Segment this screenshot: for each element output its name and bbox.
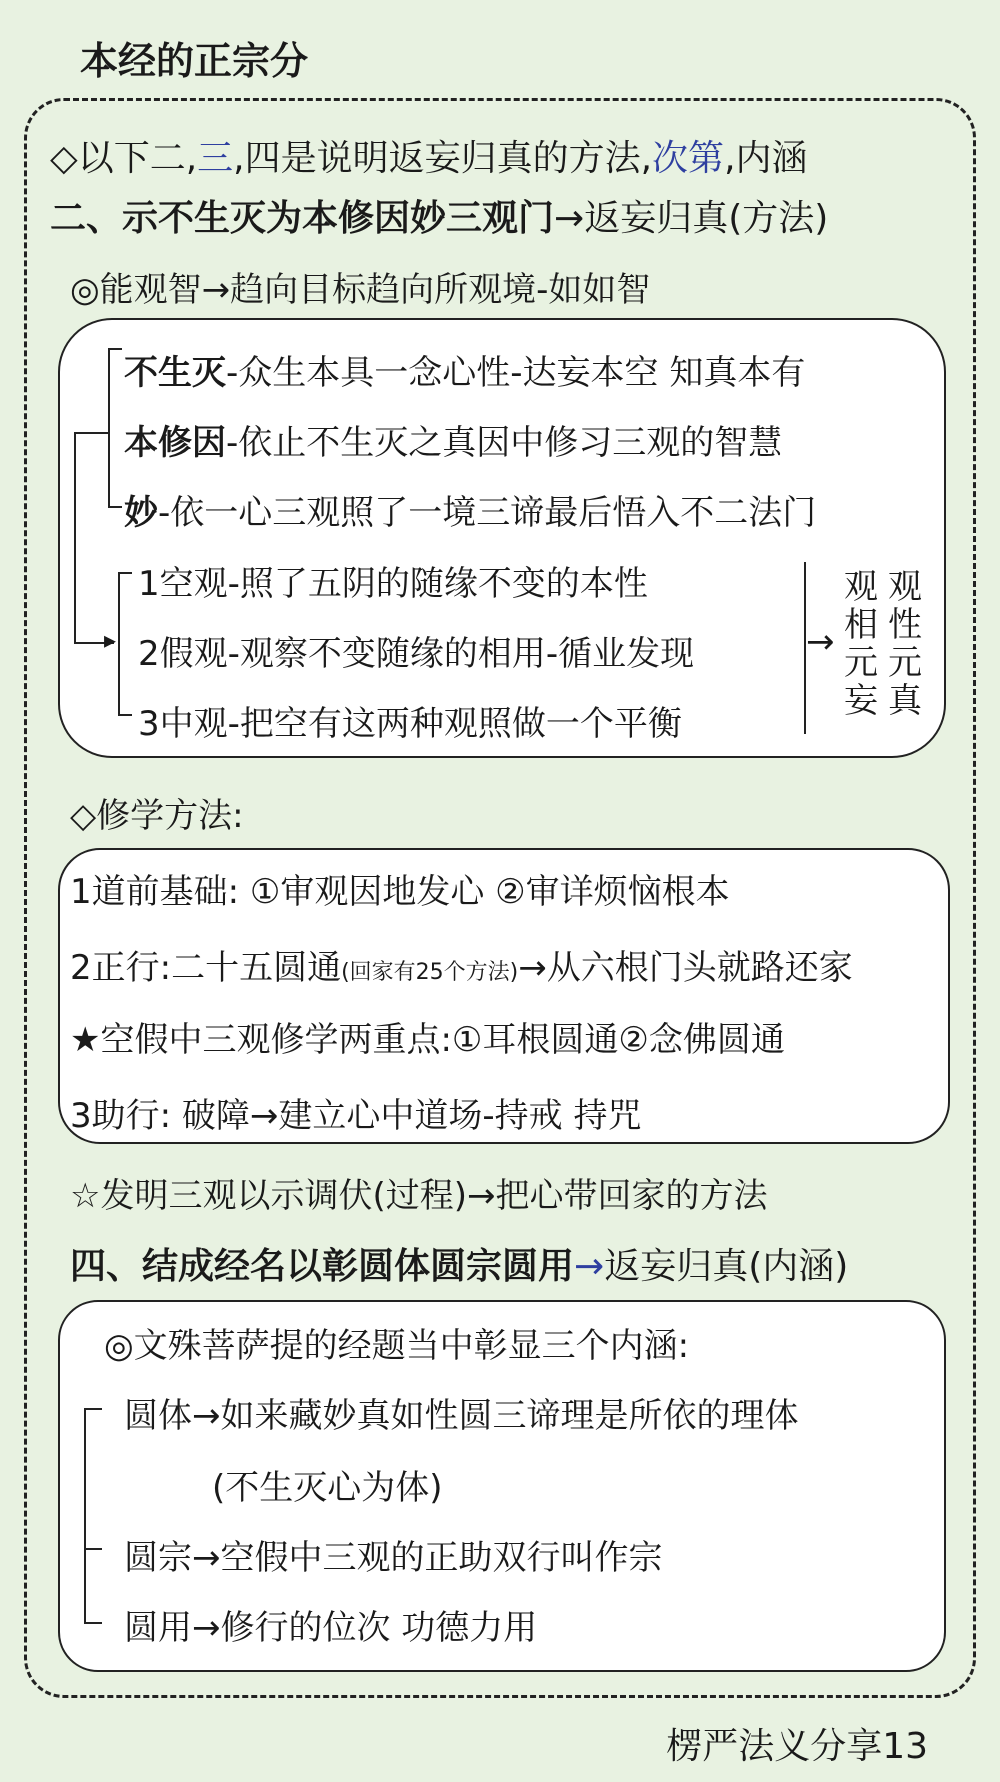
section2-heading: 二、示不生灭为本修因妙三观门→返妄归真(方法): [50, 198, 829, 239]
view-empty: 1空观-照了五阴的随缘不变的本性: [138, 564, 648, 604]
round-function: 圆用→修行的位次 功德力用: [124, 1608, 538, 1648]
method-line-1: 1道前基础: ①审观因地发心 ②审详烦恼根本: [70, 872, 730, 912]
col-right: 观性元真: [888, 567, 922, 721]
arrow-icon: →: [554, 198, 585, 239]
method-line-4: 3助行: 破障→建立心中道场-持戒 持咒: [70, 1096, 642, 1136]
view-provisional: 2假观-观察不变随缘的相用-循业发现: [138, 634, 695, 674]
intro-line: ◇以下二,三,四是说明返妄归真的方法,次第,内涵: [50, 138, 808, 179]
box3-intro: ◎文殊菩萨提的经题当中彰显三个内涵:: [104, 1326, 690, 1366]
round-principle: 圆宗→空假中三观的正助双行叫作宗: [124, 1538, 663, 1578]
process-line: ☆发明三观以示调伏(过程)→把心带回家的方法: [70, 1176, 768, 1216]
section2-note: ◎能观智→趋向目标趋向所观境-如如智: [70, 270, 651, 310]
round-essence-note: (不生灭心为体): [212, 1468, 443, 1508]
item-miao: 妙-依一心三观照了一境三谛最后悟入不二法门: [124, 493, 817, 533]
arrow-icon: →: [806, 622, 835, 662]
arrow-icon: →: [574, 1246, 605, 1287]
arrow-icon: ▸: [104, 626, 117, 654]
diamond-icon: ◇: [50, 138, 78, 179]
footer-caption: 楞严法义分享13: [666, 1726, 928, 1767]
section4-heading: 四、结成经名以彰圆体圆宗圆用→返妄归真(内涵): [70, 1246, 849, 1287]
page-title: 本经的正宗分: [80, 39, 309, 83]
methods-label: ◇修学方法:: [70, 796, 244, 836]
item-benxiuyin: 本修因-依止不生灭之真因中修习三观的智慧: [124, 423, 783, 463]
method-line-3: ★空假中三观修学两重点:①耳根圆通②念佛圆通: [70, 1020, 785, 1060]
item-bushengmie: 不生灭-众生本具一念心性-达妄本空 知真本有: [124, 353, 806, 393]
round-essence: 圆体→如来藏妙真如性圆三谛理是所依的理体: [124, 1396, 799, 1436]
method-line-2: 2正行:二十五圆通(回家有25个方法)→从六根门头就路还家: [70, 948, 853, 988]
view-middle: 3中观-把空有这两种观照做一个平衡: [138, 704, 682, 744]
col-left: 观相元妄: [844, 567, 878, 721]
